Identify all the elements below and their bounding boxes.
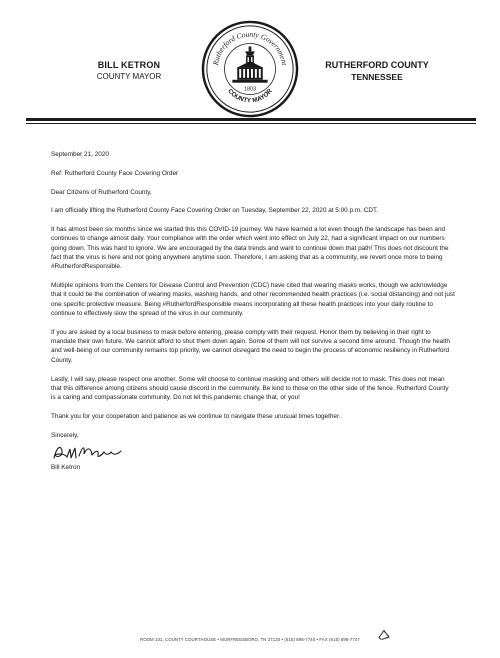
header-rule-thin — [26, 123, 476, 124]
paragraph-1: I am officially lifting the Rutherford County Face Covering Order on Tuesday, September 22, 2020 at 5:00 p.m. CDT. — [51, 207, 378, 215]
paragraph-5: Lastly, I will say, please respect one another. Some will choose to continue masking and others will decide not to mask. This does not mean that this difference among citizens should cause discord in the community. Be kind to those on the other side of the fence. Rutherford County is a caring and compassionate community. Do not let this pandemic change that, or you! — [51, 375, 449, 402]
signature-name: Bill Ketron — [51, 464, 81, 472]
seal-year: 1803 — [244, 86, 256, 93]
footer-address: ROOM 101, COUNTY COURTHOUSE • MURFREESBORO, TN 37130 • (615) 898-7745 • FAX (615) 898-7747 — [140, 637, 360, 642]
paragraph-6: Thank you for your cooperation and patience as we continue to navigate these unusual times together. — [51, 412, 341, 420]
seal-bottom-text: COUNTY MAYOR — [226, 87, 274, 105]
letter-body — [51, 150, 455, 482]
letter-salutation: Dear Citizens of Rutherford County, — [51, 188, 152, 196]
paragraph-3: Multiple opinions from the Centers for Disease Control and Prevention (CDC) have cited that wearing masks works, though we acknowledge that it could be the combination of wearing masks, washing hands, and other recommended health practices (i.e. social distancing) and not just one specific protective measure. Being #RutherfordResponsible means incorporating all these health practices into your daily routine to continue to effectively slow the spread of the virus in our community. — [51, 282, 455, 318]
paragraph-4: If you are asked by a local business to mask before entering, please comply with their request. Honor them by believing in their right to mandate their own future. We cannot afford to shut them down again. Some of them will not survive a second time around. Though the health and well-being of our community remains top priority, we cannot disregard the need to begin the process of economic resiliency in Rutherford County. — [51, 328, 450, 364]
signature-image — [51, 443, 141, 463]
letter-date: September 21, 2020 — [51, 151, 109, 158]
letter-subject: Ref: Rutherford County Face Covering Order — [51, 169, 179, 177]
mayor-title: COUNTY MAYOR — [96, 72, 162, 81]
letter-closing: Sincerely, — [51, 431, 79, 439]
seal-top-text: Rutherford County Government — [210, 29, 290, 66]
recycle-icon — [378, 630, 390, 642]
letterhead — [0, 0, 500, 125]
mayor-name: BILL KETRON — [97, 60, 161, 70]
county-name: RUTHERFORD COUNTY — [325, 60, 429, 70]
paragraph-2: It has almost been six months since we started this this COVID-19 journey. We have learned a lot even though the landscape has been and continues to change almost daily. Your compliance with the order which went into effect on July 22, had a significant impact on our numbers going down. This was hard to ignore. We are encouraged by the data trends and want to continue down that path! This does not discount the fact that the virus is here and not going anywhere anytime soon. Therefore, I am asking that as a community, we revert once more to being #RutherfordResponsible. — [51, 226, 449, 271]
county-seal-icon — [201, 20, 299, 118]
header-rule-thick — [26, 118, 476, 121]
county-state: TENNESSEE — [351, 72, 403, 82]
